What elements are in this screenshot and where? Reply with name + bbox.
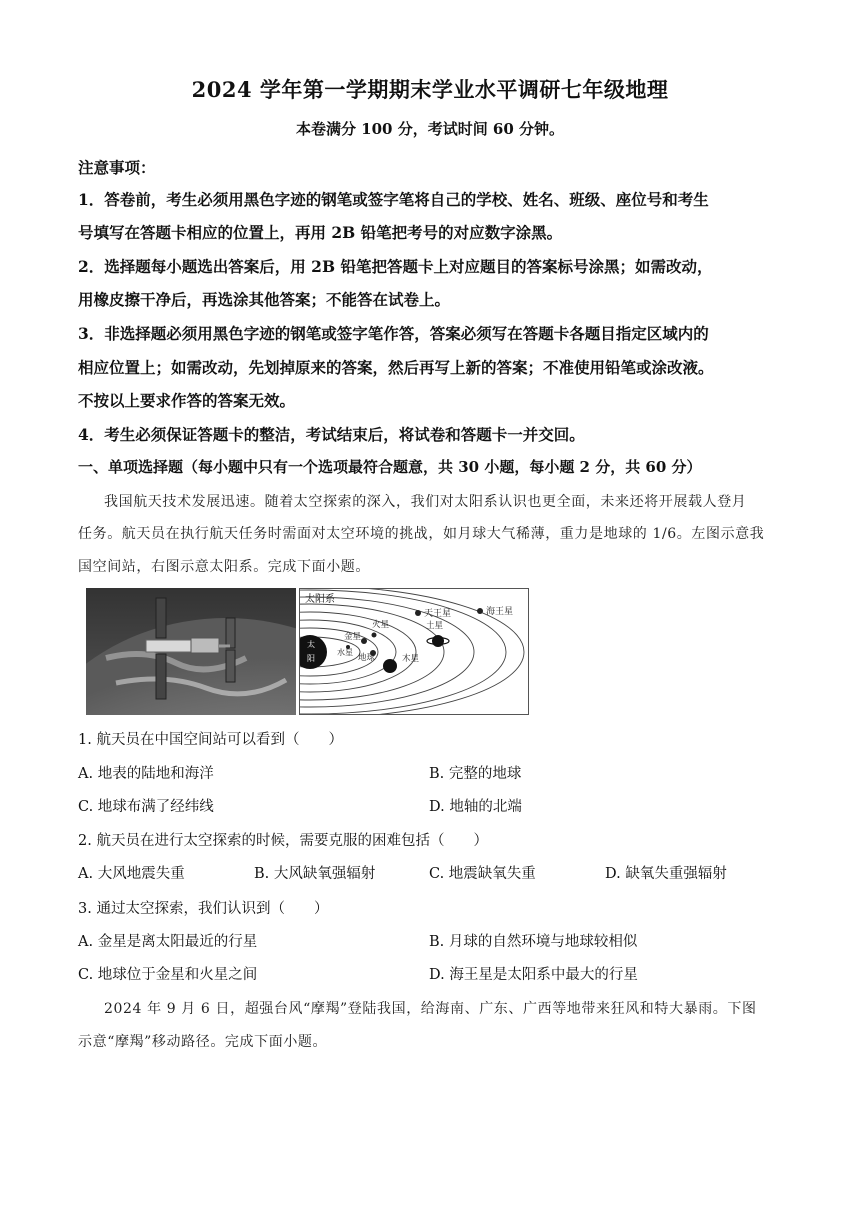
- option-d: D. 地轴的北端: [429, 799, 522, 815]
- question-stem: 3. 通过太空探索，我们认识到（ ）: [78, 901, 329, 917]
- question-stem: 1. 航天员在中国空间站可以看到（ ）: [78, 732, 343, 748]
- venus-label: 金星: [344, 632, 362, 642]
- sun-label: 太: [307, 640, 315, 649]
- notice-line: 相应位置上；如需改动，先划掉原来的答案，然后再写上新的答案；不准使用铅笔或涂改液。: [78, 358, 714, 377]
- option-c: C. 地震缺氧失重: [429, 866, 536, 882]
- notice-line: 3．非选择题必须用黑色字迹的钢笔或签字笔作答，答案必须写在答题卡各题目指定区域内的: [78, 324, 709, 343]
- option-a: A. 大风地震失重: [78, 866, 185, 882]
- exam-subtitle: 本卷满分 100 分，考试时间 60 分钟。: [295, 120, 565, 138]
- option-b: B. 大风缺氧强辐射: [254, 866, 376, 882]
- notice-line: 不按以上要求作答的答案无效。: [78, 391, 296, 410]
- venus: [361, 638, 367, 644]
- option-c: C. 地球布满了经纬线: [78, 799, 214, 815]
- option-b: B. 月球的自然环境与地球较相似: [429, 934, 638, 950]
- option-c: C. 地球位于金星和火星之间: [78, 967, 258, 983]
- diagram-title: 太阳系: [305, 594, 335, 605]
- sun-label: 阳: [307, 654, 315, 663]
- notice-line: 用橡皮擦干净后，再选涂其他答案；不能答在试卷上。: [78, 290, 451, 309]
- solar-system-diagram: [299, 588, 529, 715]
- neptune-label: 海王星: [486, 607, 514, 617]
- jupiter-label: 木星: [402, 654, 420, 664]
- option-b: B. 完整的地球: [429, 766, 522, 782]
- earth-label: 地球: [358, 653, 376, 663]
- mars: [372, 633, 377, 638]
- section-heading: 一、单项选择题（每小题中只有一个选项最符合题意，共 30 小题，每小题 2 分，共 60 分）: [78, 458, 702, 476]
- saturn-label: 土星: [426, 621, 444, 631]
- uranus: [415, 610, 421, 616]
- passage-line: 任务。航天员在执行航天任务时需面对太空环境的挑战，如月球大气稀薄，重力是地球的 1/6。左图示意我: [78, 526, 765, 542]
- uranus-label: 天王星: [424, 609, 452, 619]
- notice-line: 2．选择题每小题选出答案后，用 2B 铅笔把答题卡上对应题目的答案标号涂黑；如需改动，: [78, 257, 713, 276]
- saturn: [427, 635, 449, 647]
- option-a: A. 地表的陆地和海洋: [78, 766, 214, 782]
- neptune: [477, 608, 483, 614]
- jupiter: [383, 659, 397, 673]
- mars-label: 火星: [372, 620, 390, 630]
- passage-line: 我国航天技术发展迅速。随着太空探索的深入，我们对太阳系认识也更全面，未来还将开展载人登月: [104, 494, 747, 510]
- passage-line: 国空间站，右图示意太阳系。完成下面小题。: [78, 559, 370, 575]
- notice-line: 号填写在答题卡相应的位置上，再用 2B 铅笔把考号的对应数字涂黑。: [78, 223, 563, 242]
- option-a: A. 金星是离太阳最近的行星: [78, 934, 258, 950]
- notice-line: 1．答卷前，考生必须用黑色字迹的钢笔或签字笔将自己的学校、姓名、班级、座位号和考生: [78, 190, 709, 209]
- notice-line: 4．考生必须保证答题卡的整洁，考试结束后，将试卷和答题卡一并交回。: [78, 425, 585, 444]
- mercury-label: 水星: [337, 648, 353, 657]
- passage-line: 2024 年 9 月 6 日，超强台风“摩羯”登陆我国，给海南、广东、广西等地带来狂风和特大暴雨。下图: [104, 1001, 757, 1017]
- option-d: D. 缺氧失重强辐射: [605, 866, 727, 882]
- space-station-photo: [86, 588, 296, 715]
- page-title: 2024 学年第一学期期末学业水平调研七年级地理: [191, 77, 669, 102]
- passage-line: 示意“摩羯”移动路径。完成下面小题。: [78, 1034, 328, 1050]
- option-d: D. 海王星是太阳系中最大的行星: [429, 967, 638, 983]
- notice-heading: 注意事项：: [78, 158, 156, 177]
- question-stem: 2. 航天员在进行太空探索的时候，需要克服的困难包括（ ）: [78, 833, 488, 849]
